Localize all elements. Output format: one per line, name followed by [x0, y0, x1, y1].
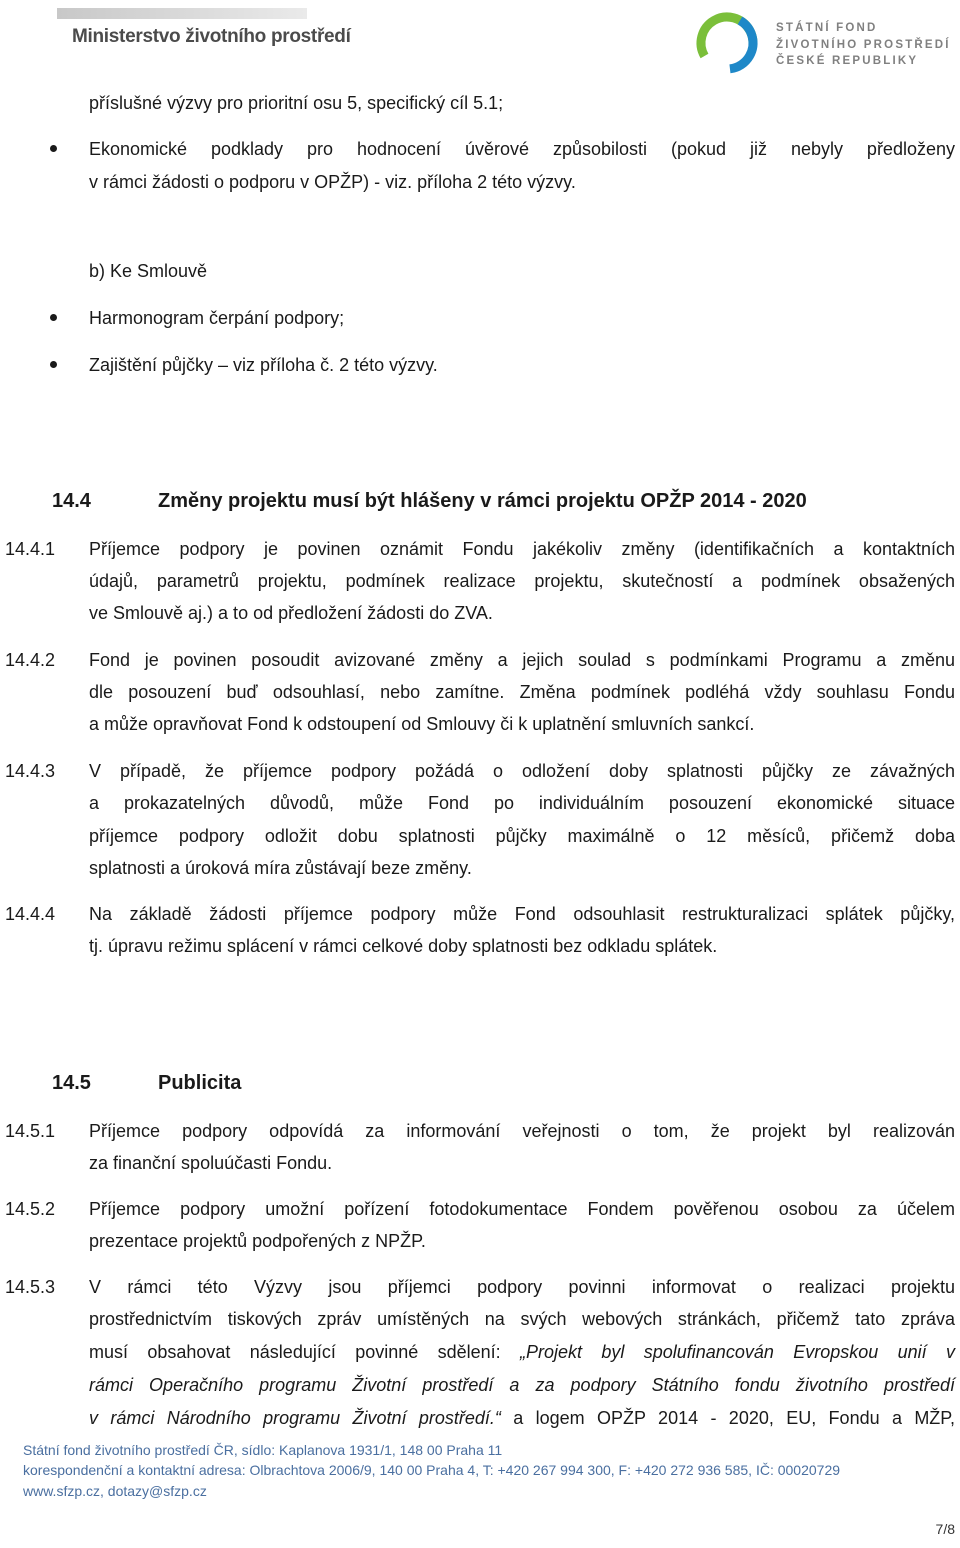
clause-line [89, 1374, 955, 1396]
clause-line: a prokazatelných důvodů, může Fond po individuálním posouzení ekonomické situace [89, 793, 955, 813]
bullet-item-line: Harmonogram čerpání podpory; [89, 308, 345, 328]
clause-line: a může opravňovat Fond k odstoupení od Smlouvy či k uplatnění smluvních sankcí. [89, 714, 755, 734]
sfzp-logo-mark-icon [692, 8, 762, 78]
clause-number: 14.4.1 [5, 539, 56, 559]
section-heading: Změny projektu musí být hlášeny v rámci projektu OPŽP 2014 - 2020 [158, 490, 807, 512]
clause-number: 14.4.2 [5, 650, 56, 670]
clause-line: Fond je povinen posoudit avizované změny a jejich soulad s podmínkami Programu a změnu [89, 650, 955, 670]
clause-line: dle posouzení buď odsouhlasí, nebo zamítne. Změna podmínek podléhá vždy souhlasu Fondu [89, 682, 955, 702]
section-number: 14.4 [52, 490, 91, 512]
clause-number: 14.4.3 [5, 761, 56, 781]
clause-line: za finanční spoluúčasti Fondu. [89, 1153, 333, 1173]
sfzp-logo [692, 8, 951, 78]
section-number: 14.5 [52, 1072, 91, 1094]
clause-line: prezentace projektů podpořených z NPŽP. [89, 1231, 426, 1251]
sfzp-logo-text: STÁTNÍ FOND ŽIVOTNÍHO PROSTŘEDÍ ČESKÉ REPUBLIKY [776, 22, 951, 67]
clause-number: 14.5.2 [5, 1199, 56, 1219]
bullet-item-line: Ekonomické podklady pro hodnocení úvěrové způsobilosti (pokud již nebyly předloženy [89, 139, 955, 159]
clause-line: tj. úpravu režimu splácení v rámci celkové doby splatnosti bez odkladu splátek. [89, 936, 718, 956]
clause-line: Na základě žádosti příjemce podpory může Fond odsouhlasit restrukturalizaci splátek půjčky, [89, 904, 955, 924]
mandatory-statement: rámci Operačního programu Životní prostředí a za podpory Státního fondu životního prostředí [89, 1375, 955, 1395]
clause-number: 14.5.1 [5, 1121, 56, 1141]
clause-line: splatnosti a úroková míra zůstávají beze změny. [89, 858, 472, 878]
ministry-logo-bar [57, 8, 307, 19]
footer-address: Státní fond životního prostředí ČR, sídlo: Kaplanova 1931/1, 148 00 Praha 11 [23, 1442, 503, 1458]
section-heading: Publicita [158, 1072, 242, 1094]
clause-line: Příjemce podpory odpovídá za informování veřejnosti o tom, že projekt byl realizován [89, 1121, 955, 1141]
clause-line: V rámci této Výzvy jsou příjemci podpory povinni informovat o realizaci projektu [89, 1277, 955, 1297]
subheading-b: b) Ke Smlouvě [89, 261, 208, 281]
ministry-logo-text: Ministerstvo životního prostředí [72, 26, 351, 47]
bullet-icon [50, 361, 57, 368]
footer-contact: korespondenční a kontaktní adresa: Olbrachtova 2006/9, 140 00 Praha 4, T: +420 267 994 300, F: +420 272 936 585, IČ: 00020729 [23, 1462, 841, 1478]
clause-number: 14.5.3 [5, 1277, 56, 1297]
clause-line: údajů, parametrů projektu, podmínek realizace projektu, skutečností a podmínek obsažených [89, 571, 955, 591]
bullet-icon [50, 145, 57, 152]
bullet-item-line: v rámci žádosti o podporu v OPŽP) - viz. příloha 2 této výzvy. [89, 172, 576, 192]
clause-line: příjemce podpory odložit dobu splatnosti půjčky maximálně o 12 měsíců, přičemž doba [89, 826, 955, 846]
bullet-item-line: Zajištění půjčky – viz příloha č. 2 této výzvy. [89, 355, 438, 375]
clause-line: Příjemce podpory je povinen oznámit Fondu jakékoliv změny (identifikačních a kontaktních [89, 539, 955, 559]
clause-line-plain: musí obsahovat následující povinné sdělení: [89, 1342, 521, 1362]
ministry-logo [57, 8, 351, 52]
mandatory-statement: v rámci Národního programu Životní prostředí.“ [89, 1408, 501, 1428]
bullet-icon [50, 314, 57, 321]
footer-links: www.sfzp.cz, dotazy@sfzp.cz [23, 1483, 207, 1499]
clause-line-plain: a logem OPŽP 2014 - 2020, EU, Fondu a MŽP, [500, 1408, 955, 1428]
continued-text: příslušné výzvy pro prioritní osu 5, specifický cíl 5.1; [89, 93, 504, 113]
clause-number: 14.4.4 [5, 904, 56, 924]
clause-line: V případě, že příjemce podpory požádá o odložení doby splatnosti půjčky ze závažných [89, 761, 955, 781]
clause-line: Příjemce podpory umožní pořízení fotodokumentace Fondem pověřenou osobou za účelem [89, 1199, 955, 1219]
clause-line: prostřednictvím tiskových zpráv umístěných na svých webových stránkách, přičemž tato zpráva [89, 1309, 955, 1329]
clause-line [89, 1341, 955, 1363]
clause-line [89, 1407, 955, 1429]
page-header [0, 0, 960, 80]
clause-line: ve Smlouvě aj.) a to od předložení žádosti do ZVA. [89, 603, 493, 623]
page-number: 7/8 [935, 1521, 955, 1537]
mandatory-statement: „Projekt byl spolufinancován Evropskou unií v [520, 1342, 955, 1362]
